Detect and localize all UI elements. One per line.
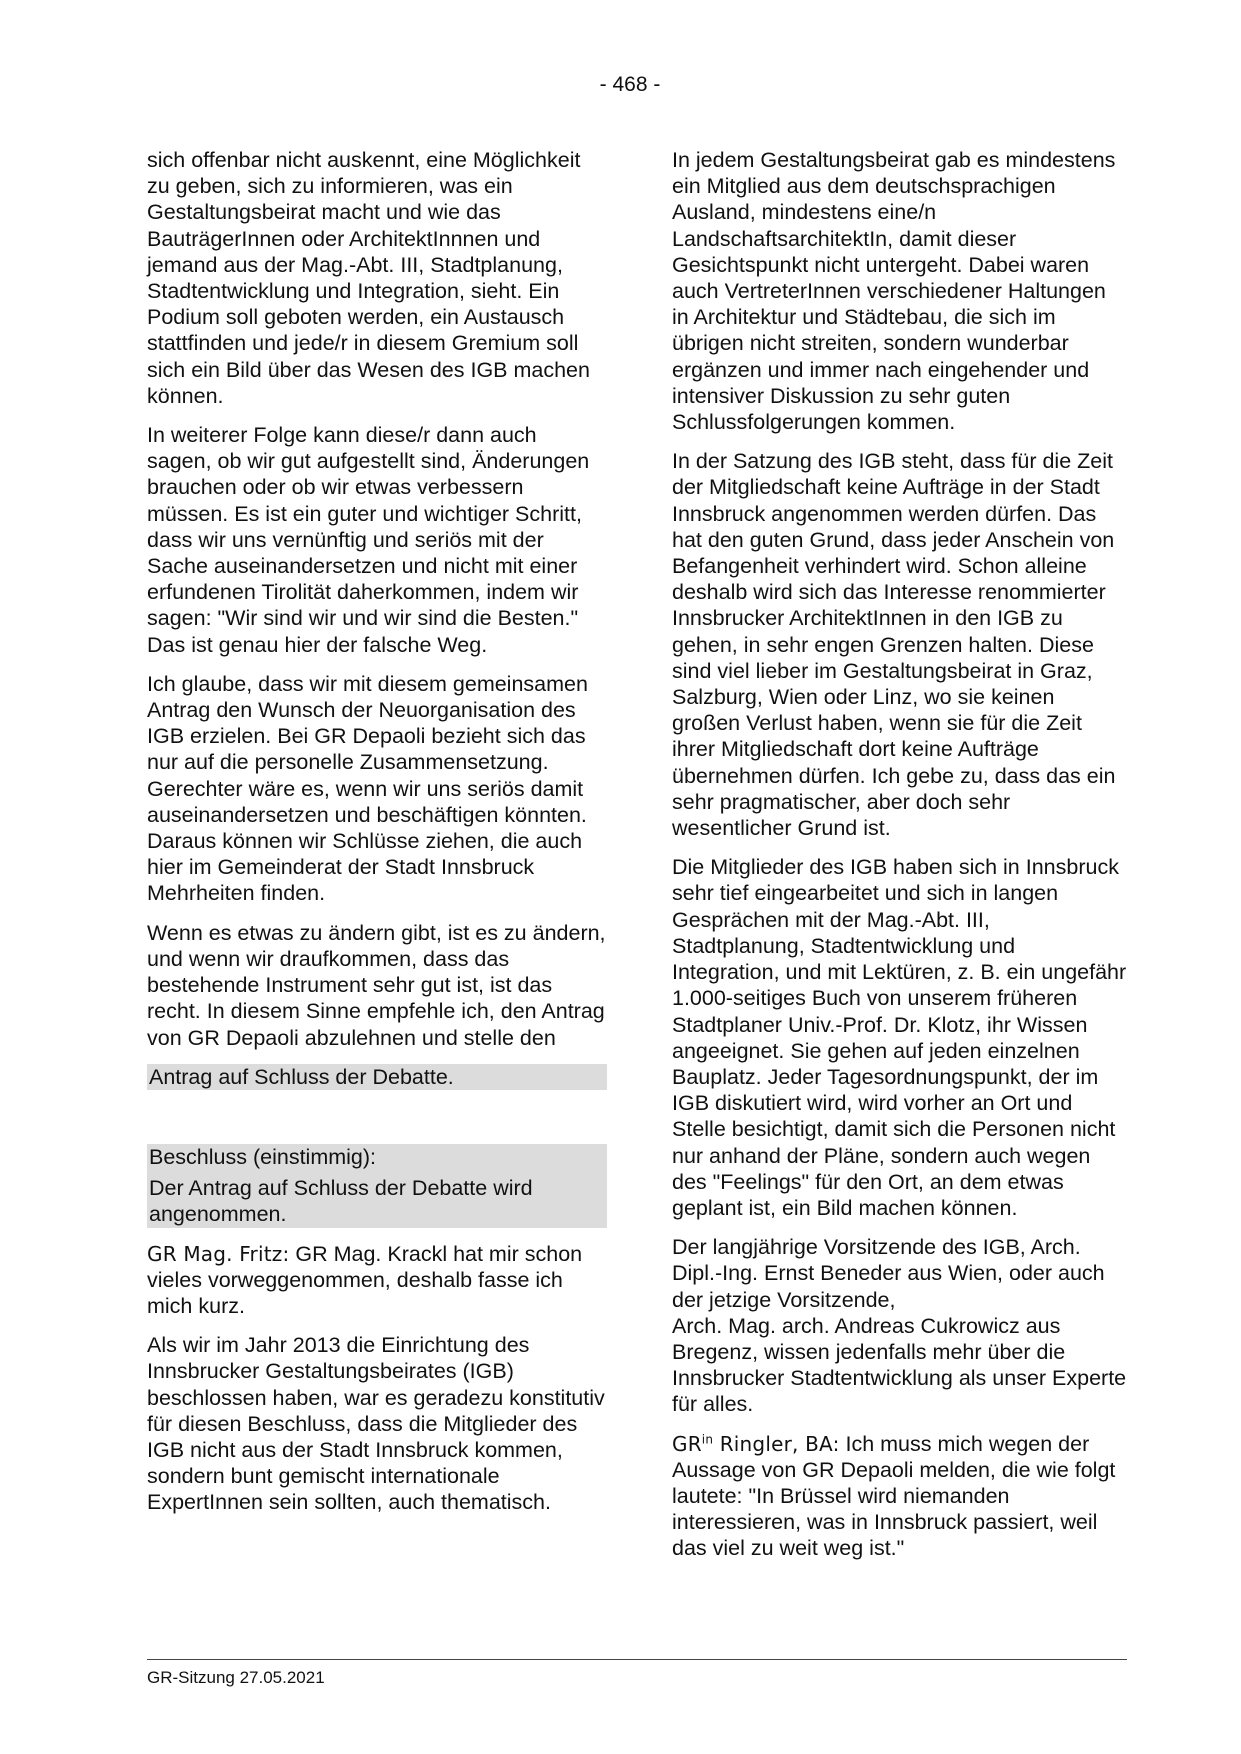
paragraph <box>672 1234 1127 1417</box>
paragraph: Die Mitglieder des IGB haben sich in Innsbruck sehr tief eingearbeitet und sich in langen Gesprächen mit der Mag.-Abt. III, Stadtplanung, Stadtentwicklung und Integration, und mit Lektüren, z. B. ein ungefähr 1.000-seitiges Buch von unserem früheren Stadtplaner Univ.-Prof. Dr. Klotz, ihr Wissen angeeignet. Sie gehen auf jeden einzelnen Bauplatz. Jeder Tagesordnungspunkt, der im IGB diskutiert wird, wird vorher an Ort und Stelle besichtigt, damit sich die Personen nicht nur anhand der Pläne, sondern auch wegen des "Feelings" für den Ort, an dem etwas geplant ist, ein Bild machen können. <box>672 855 1127 1220</box>
paragraph: Ich glaube, dass wir mit diesem gemeinsamen Antrag den Wunsch der Neuorganisation des IGB erzielen. Bei GR Depaoli bezieht sich das nur auf die personelle Zusammensetzung. Gerechter wäre es, wenn wir uns seriös damit auseinandersetzen und beschäftigen könnten. Daraus können wir Schlüsse ziehen, die auch hier im Gemeinderat der Stadt Innsbruck Mehrheiten finden. <box>147 671 588 906</box>
footer-session-date: GR-Sitzung 27.05.2021 <box>147 1668 325 1687</box>
speaker-name <box>672 1432 840 1456</box>
left-column <box>147 147 607 1529</box>
speaker-prefix: GR <box>672 1431 702 1456</box>
paragraph: In weiterer Folge kann diese/r dann auch sagen, ob wir gut aufgestellt sind, Änderungen brauchen oder ob wir etwas verbessern müssen. Es ist ein guter und wichtiger Schritt, dass wir uns vernünftig und seriös mit der Sache auseinandersetzen und nicht mit einer erfundenen Tirolität daherkommen, indem wir sagen: "Wir sind wir und wir sind die Besten." Das ist genau hier der falsche Weg. <box>147 423 590 657</box>
paragraph-line: Arch. Mag. arch. Andreas Cukrowicz aus Bregenz, wissen jedenfalls mehr über die Innsbrucker Stadtentwicklung als unser Experte für alles. <box>672 1313 1127 1417</box>
paragraph: Wenn es etwas zu ändern gibt, ist es zu ändern, und wenn wir draufkommen, dass das bestehende Instrument sehr gut ist, ist das recht. In diesem Sinne empfehle ich, den Antrag von GR Depaoli abzulehnen und stelle den <box>147 920 606 1050</box>
spacer <box>147 1103 607 1144</box>
paragraph: In der Satzung des IGB steht, dass für die Zeit der Mitgliedschaft keine Aufträge in der Stadt Innsbruck angenommen werden dürfen. Das hat den guten Grund, dass jeder Anschein von Befangenheit verhindert wird. Schon alleine deshalb wird sich das Interesse renommierter Innsbrucker ArchitektInnen in den IGB zu gehen, in sehr engen Grenzen halten. Diese sind viel lieber im Gestaltungsbeirat in Graz, Salzburg, Wien oder Linz, wo sie keinen großen Verlust haben, wenn sie für die Zeit ihrer Mitgliedschaft dort keine Aufträge übernehmen dürfen. Ich gebe zu, dass das ein sehr pragmatischer, aber doch sehr wesentlicher Grund ist. <box>672 449 1116 841</box>
speaker-superscript: in <box>701 1431 714 1446</box>
resolution-title: Beschluss (einstimmig): <box>147 1144 607 1175</box>
speech-paragraph <box>672 1431 1127 1562</box>
resolution-text: Der Antrag auf Schluss der Debatte wird angenommen. <box>147 1175 607 1227</box>
footer-divider <box>147 1659 1127 1660</box>
speech-text: Ich muss mich wegen der Aussage von GR Depaoli melden, die wie folgt lautete: "In Brüssel wird niemanden interessieren, was in Innsbruck passiert, weil das viel zu weit weg ist." <box>672 1431 1116 1561</box>
speaker-surname: Ringler, BA: <box>713 1431 840 1456</box>
speech-paragraph <box>147 1241 607 1320</box>
speaker-name: GR Mag. Fritz: <box>147 1241 290 1266</box>
paragraph: Als wir im Jahr 2013 die Einrichtung des Innsbrucker Gestaltungsbeirates (IGB) beschlossen haben, war es geradezu konstitutiv für diesen Beschluss, dass die Mitglieder des IGB nicht aus der Stadt Innsbruck kommen, sondern bunt gemischt internationale ExpertInnen sein sollten, auch thematisch. <box>147 1333 605 1515</box>
right-column <box>672 147 1127 1575</box>
paragraph: sich offenbar nicht auskennt, eine Möglichkeit zu geben, sich zu informieren, was ein Gestaltungsbeirat macht und wie das BauträgerInnen oder ArchitektInnnen und jemand aus der Mag.-Abt. III, Stadtplanung, Stadtentwicklung und Integration, sieht. Ein Podium soll geboten werden, ein Austausch stattfinden und jede/r in diesem Gremium soll sich ein Bild über das Wesen des IGB machen können. <box>147 148 590 408</box>
page-number: - 468 - <box>599 73 661 96</box>
paragraph: In jedem Gestaltungsbeirat gab es mindestens ein Mitglied aus dem deutschsprachigen Ausland, mindestens eine/n LandschaftsarchitektIn, damit dieser Gesichtspunkt nicht untergeht. Dabei waren auch VertreterInnen verschiedener Haltungen in Architektur und Städtebau, die sich im übrigen nicht streiten, sondern wunderbar ergänzen und immer nach eingehender und intensiver Diskussion zu sehr guten Schlussfolgerungen kommen. <box>672 148 1116 435</box>
motion-box: Antrag auf Schluss der Debatte. <box>147 1064 607 1090</box>
paragraph-line: Der langjährige Vorsitzende des IGB, Arch. Dipl.-Ing. Ernst Beneder aus Wien, oder auch der jetzige Vorsitzende, <box>672 1235 1105 1312</box>
speech-text: GR Mag. Krackl hat mir schon vieles vorweggenommen, deshalb fasse ich mich kurz. <box>147 1241 583 1318</box>
